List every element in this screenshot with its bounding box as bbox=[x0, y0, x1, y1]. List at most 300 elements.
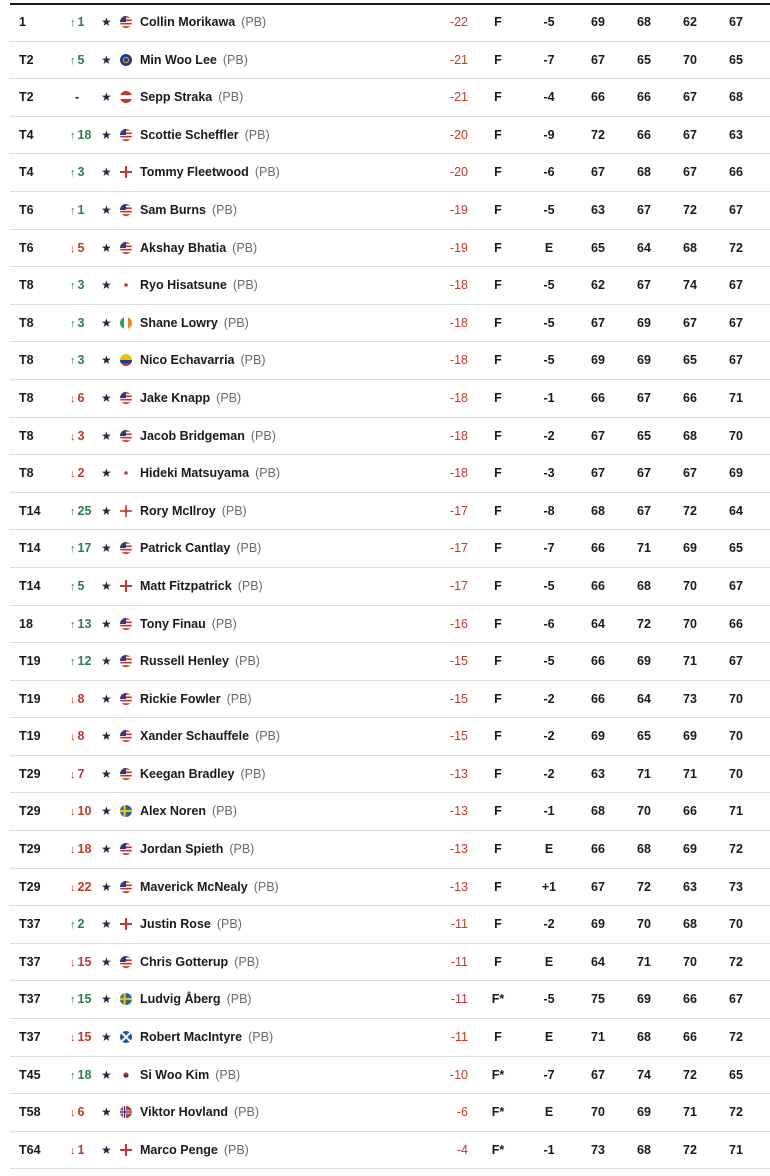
total-score: -4 bbox=[456, 1142, 468, 1157]
total-score: -22 bbox=[449, 15, 468, 29]
player-row[interactable] bbox=[10, 154, 770, 192]
position: T6 bbox=[19, 240, 34, 255]
position: T8 bbox=[19, 315, 34, 330]
player-row[interactable] bbox=[10, 380, 770, 418]
round-1-score: 73 bbox=[591, 1142, 605, 1157]
position: T2 bbox=[19, 52, 34, 67]
pb-tag: (PB) bbox=[223, 315, 249, 330]
player-name[interactable]: Nico Echavarria bbox=[140, 353, 235, 368]
round-4-score: 73 bbox=[729, 879, 743, 894]
position: T64 bbox=[19, 1142, 41, 1157]
thru-status: F bbox=[494, 428, 502, 443]
player-row[interactable] bbox=[10, 1132, 770, 1170]
thru-status: F bbox=[494, 541, 502, 556]
player-name[interactable]: Tommy Fleetwood bbox=[140, 165, 249, 180]
round-2-score: 70 bbox=[637, 804, 651, 819]
round-2-score: 68 bbox=[637, 1030, 651, 1045]
movement-value: 8 bbox=[77, 729, 85, 744]
arrow-down-icon: ↓ bbox=[70, 1107, 76, 1120]
total-score: -13 bbox=[449, 879, 468, 894]
flag-icon bbox=[120, 1069, 132, 1081]
star-icon[interactable]: ★ bbox=[101, 1067, 112, 1082]
today-score: -9 bbox=[543, 127, 555, 142]
player-row[interactable] bbox=[10, 455, 770, 493]
star-icon[interactable]: ★ bbox=[101, 466, 112, 481]
star-icon[interactable]: ★ bbox=[101, 390, 112, 405]
flag-icon bbox=[120, 505, 132, 517]
today-score: -5 bbox=[543, 315, 555, 330]
total-score: -10 bbox=[449, 1067, 468, 1082]
player-row[interactable] bbox=[10, 1019, 770, 1057]
flag-icon bbox=[120, 16, 132, 28]
player-row[interactable] bbox=[10, 1057, 770, 1095]
position: T14 bbox=[19, 578, 41, 593]
player-row[interactable] bbox=[10, 342, 770, 380]
round-3-score: 71 bbox=[683, 766, 697, 781]
round-2-score: 64 bbox=[637, 240, 651, 255]
flag-icon bbox=[120, 768, 132, 780]
arrow-up-icon: ↑ bbox=[70, 618, 76, 631]
arrow-down-icon: ↓ bbox=[70, 1032, 76, 1045]
player-row[interactable] bbox=[10, 906, 770, 944]
today-score: -7 bbox=[543, 1067, 555, 1082]
player-row[interactable] bbox=[10, 117, 770, 155]
player-row[interactable] bbox=[10, 192, 770, 230]
round-1-score: 67 bbox=[591, 315, 605, 330]
player-name[interactable]: Patrick Cantlay bbox=[140, 541, 231, 556]
movement-value: 3 bbox=[77, 353, 85, 368]
star-icon[interactable]: ★ bbox=[101, 541, 112, 556]
star-icon[interactable]: ★ bbox=[101, 202, 112, 217]
round-4-score: 66 bbox=[729, 165, 743, 180]
round-1-score: 66 bbox=[591, 654, 605, 669]
total-score: -17 bbox=[449, 578, 468, 593]
today-score: -5 bbox=[543, 992, 555, 1007]
pb-tag: (PB) bbox=[212, 202, 237, 217]
player-cell bbox=[140, 4, 266, 42]
position: T37 bbox=[19, 917, 41, 932]
flag-icon bbox=[120, 354, 132, 366]
flag-icon bbox=[120, 204, 132, 216]
player-name[interactable]: Alex Noren bbox=[140, 804, 206, 819]
round-2-score: 66 bbox=[637, 127, 651, 142]
round-1-score: 65 bbox=[591, 240, 605, 255]
player-name[interactable]: Hideki Matsuyama bbox=[140, 466, 250, 481]
movement-value: 6 bbox=[77, 390, 85, 405]
star-icon[interactable]: ★ bbox=[101, 90, 112, 105]
player-name[interactable]: Sepp Straka bbox=[140, 90, 213, 105]
arrow-up-icon: ↑ bbox=[70, 505, 76, 518]
today-score: -7 bbox=[543, 52, 555, 67]
arrow-down-icon: ↓ bbox=[70, 768, 76, 781]
movement-value: 18 bbox=[77, 1067, 92, 1082]
arrow-down-icon: ↓ bbox=[70, 468, 76, 481]
pb-tag: (PB) bbox=[223, 1142, 249, 1157]
position: T37 bbox=[19, 992, 41, 1007]
position: T6 bbox=[19, 202, 34, 217]
pb-tag: (PB) bbox=[216, 917, 242, 932]
thru-status: F bbox=[494, 15, 502, 29]
flag-icon bbox=[120, 655, 132, 667]
movement-value: 1 bbox=[77, 1142, 85, 1157]
position: T29 bbox=[19, 766, 41, 781]
round-2-score: 67 bbox=[637, 390, 651, 405]
movement-value: 18 bbox=[77, 127, 92, 142]
today-score: -5 bbox=[543, 654, 555, 669]
player-row[interactable] bbox=[10, 267, 770, 305]
today-score: +1 bbox=[541, 879, 557, 894]
player-cell bbox=[140, 342, 266, 380]
arrow-up-icon: ↑ bbox=[70, 204, 76, 217]
player-cell bbox=[140, 793, 237, 831]
movement-value: 8 bbox=[77, 691, 85, 706]
pb-tag: (PB) bbox=[232, 278, 258, 293]
pb-tag: (PB) bbox=[215, 1067, 241, 1082]
round-1-score: 67 bbox=[591, 466, 605, 481]
round-3-score: 67 bbox=[683, 90, 697, 105]
star-icon[interactable]: ★ bbox=[101, 766, 112, 781]
arrow-down-icon: ↓ bbox=[70, 242, 76, 255]
player-name[interactable]: Marco Penge bbox=[140, 1142, 218, 1157]
thru-status: F bbox=[494, 390, 502, 405]
round-4-score: 70 bbox=[729, 766, 743, 781]
player-name[interactable]: Keegan Bradley bbox=[140, 766, 235, 781]
star-icon[interactable]: ★ bbox=[101, 917, 112, 932]
thru-status: F bbox=[494, 240, 502, 255]
round-3-score: 70 bbox=[683, 52, 697, 67]
player-name[interactable]: Rory McIlroy bbox=[140, 503, 216, 518]
player-name[interactable]: Si Woo Kim bbox=[140, 1067, 210, 1082]
player-name[interactable]: Rickie Fowler bbox=[140, 691, 221, 706]
player-row[interactable] bbox=[10, 230, 770, 268]
player-cell bbox=[140, 831, 254, 869]
player-row[interactable] bbox=[10, 305, 770, 343]
star-icon[interactable]: ★ bbox=[101, 616, 112, 631]
round-4-score: 65 bbox=[729, 1067, 743, 1082]
total-score: -21 bbox=[449, 90, 468, 105]
player-row[interactable] bbox=[10, 681, 770, 719]
today-score: -1 bbox=[543, 804, 555, 819]
star-icon[interactable]: ★ bbox=[101, 729, 112, 744]
star-icon[interactable]: ★ bbox=[101, 503, 112, 518]
star-icon[interactable]: ★ bbox=[101, 842, 112, 857]
flag-icon bbox=[120, 580, 132, 592]
round-4-score: 70 bbox=[729, 917, 743, 932]
total-score: -19 bbox=[449, 240, 468, 255]
total-score: -20 bbox=[449, 127, 468, 142]
flag-icon bbox=[120, 956, 132, 968]
star-icon[interactable]: ★ bbox=[101, 428, 112, 443]
total-score: -18 bbox=[449, 428, 468, 443]
position: T37 bbox=[19, 954, 41, 969]
pb-tag: (PB) bbox=[222, 52, 248, 67]
player-cell bbox=[140, 1057, 240, 1095]
thru-status: F bbox=[494, 503, 502, 518]
star-icon[interactable]: ★ bbox=[101, 879, 112, 894]
player-name[interactable]: Ryo Hisatsune bbox=[140, 278, 227, 293]
today-score: -2 bbox=[543, 428, 555, 443]
today-score: -7 bbox=[543, 541, 555, 556]
pb-tag: (PB) bbox=[241, 15, 267, 29]
player-cell bbox=[140, 869, 279, 907]
pb-tag: (PB) bbox=[240, 766, 266, 781]
arrow-up-icon: ↑ bbox=[70, 543, 76, 556]
round-4-score: 67 bbox=[729, 278, 743, 293]
pb-tag: (PB) bbox=[232, 240, 258, 255]
round-3-score: 66 bbox=[683, 1030, 697, 1045]
player-row[interactable] bbox=[10, 1094, 770, 1132]
movement-value: 10 bbox=[77, 804, 92, 819]
player-name[interactable]: Ludvig Åberg bbox=[140, 992, 221, 1007]
today-score: -2 bbox=[543, 729, 555, 744]
player-row[interactable] bbox=[10, 606, 770, 644]
star-icon[interactable]: ★ bbox=[101, 1142, 112, 1157]
thru-status: F bbox=[494, 90, 502, 105]
position: 1 bbox=[19, 15, 26, 29]
round-4-score: 72 bbox=[729, 954, 743, 969]
round-2-score: 67 bbox=[637, 202, 651, 217]
round-3-score: 73 bbox=[683, 691, 697, 706]
player-row[interactable] bbox=[10, 718, 770, 756]
total-score: -11 bbox=[450, 1030, 468, 1045]
arrow-down-icon: ↓ bbox=[70, 430, 76, 443]
arrow-down-icon: ↓ bbox=[70, 956, 76, 969]
total-score: -11 bbox=[450, 992, 468, 1007]
round-3-score: 69 bbox=[683, 541, 697, 556]
player-cell bbox=[140, 154, 280, 192]
round-3-score: 67 bbox=[683, 315, 697, 330]
star-icon[interactable]: ★ bbox=[101, 52, 112, 67]
player-name[interactable]: Shane Lowry bbox=[140, 315, 218, 330]
movement-value: 17 bbox=[77, 541, 92, 556]
round-3-score: 62 bbox=[683, 15, 697, 29]
movement-value: 1 bbox=[77, 15, 85, 29]
today-score: E bbox=[544, 842, 554, 857]
star-icon[interactable]: ★ bbox=[101, 992, 112, 1007]
player-cell bbox=[140, 606, 237, 644]
player-cell bbox=[140, 568, 263, 606]
arrow-up-icon: ↑ bbox=[70, 994, 76, 1007]
today-score: -5 bbox=[543, 353, 555, 368]
player-name[interactable]: Collin Morikawa bbox=[140, 15, 236, 29]
flag-icon bbox=[120, 166, 132, 178]
round-2-score: 66 bbox=[637, 90, 651, 105]
pb-tag: (PB) bbox=[253, 879, 279, 894]
round-4-score: 67 bbox=[729, 353, 743, 368]
round-1-score: 63 bbox=[591, 766, 605, 781]
total-score: -15 bbox=[449, 729, 468, 744]
round-4-score: 67 bbox=[729, 202, 743, 217]
player-row[interactable] bbox=[10, 418, 770, 456]
position: T4 bbox=[19, 127, 34, 142]
round-2-score: 69 bbox=[637, 992, 651, 1007]
player-name[interactable]: Russell Henley bbox=[140, 654, 229, 669]
round-4-score: 70 bbox=[729, 428, 743, 443]
player-row[interactable] bbox=[10, 756, 770, 794]
round-2-score: 68 bbox=[637, 15, 651, 29]
player-name[interactable]: Viktor Hovland bbox=[140, 1105, 228, 1120]
player-cell bbox=[140, 530, 261, 568]
star-icon[interactable]: ★ bbox=[101, 15, 112, 29]
flag-icon bbox=[120, 805, 132, 817]
star-icon[interactable]: ★ bbox=[101, 1105, 112, 1120]
pb-tag: (PB) bbox=[248, 1030, 274, 1045]
player-name[interactable]: Min Woo Lee bbox=[140, 52, 217, 67]
player-name[interactable]: Robert MacIntyre bbox=[140, 1030, 243, 1045]
round-2-score: 68 bbox=[637, 165, 651, 180]
today-score: -2 bbox=[543, 766, 555, 781]
arrow-up-icon: ↑ bbox=[70, 167, 76, 180]
player-name[interactable]: Scottie Scheffler bbox=[140, 127, 239, 142]
total-score: -21 bbox=[449, 52, 468, 67]
position: T14 bbox=[19, 503, 41, 518]
star-icon[interactable]: ★ bbox=[101, 240, 112, 255]
round-4-score: 67 bbox=[729, 992, 743, 1007]
position: T14 bbox=[19, 541, 41, 556]
star-icon[interactable]: ★ bbox=[101, 165, 112, 180]
star-icon[interactable]: ★ bbox=[101, 127, 112, 142]
thru-status: F* bbox=[491, 1067, 505, 1082]
player-name[interactable]: Xander Schauffele bbox=[140, 729, 250, 744]
player-row[interactable] bbox=[10, 568, 770, 606]
round-2-score: 71 bbox=[637, 766, 651, 781]
pb-tag: (PB) bbox=[234, 954, 260, 969]
position: T8 bbox=[19, 353, 34, 368]
thru-status: F* bbox=[491, 1105, 505, 1120]
today-score: -6 bbox=[543, 616, 555, 631]
star-icon[interactable]: ★ bbox=[101, 804, 112, 819]
total-score: -18 bbox=[449, 390, 468, 405]
arrow-up-icon: ↑ bbox=[70, 17, 76, 29]
round-2-score: 72 bbox=[637, 879, 651, 894]
player-name[interactable]: Maverick McNealy bbox=[140, 879, 248, 894]
position: T2 bbox=[19, 90, 34, 105]
star-icon[interactable]: ★ bbox=[101, 691, 112, 706]
star-icon[interactable]: ★ bbox=[101, 278, 112, 293]
movement-value: 3 bbox=[77, 428, 85, 443]
round-2-score: 72 bbox=[637, 616, 651, 631]
total-score: -6 bbox=[456, 1105, 468, 1120]
thru-status: F bbox=[494, 804, 502, 819]
movement-value: 2 bbox=[77, 917, 85, 932]
player-cell bbox=[140, 418, 276, 456]
round-3-score: 70 bbox=[683, 954, 697, 969]
round-2-score: 68 bbox=[637, 578, 651, 593]
flag-icon bbox=[120, 91, 132, 103]
round-3-score: 67 bbox=[683, 466, 697, 481]
player-row[interactable] bbox=[10, 42, 770, 80]
player-cell bbox=[140, 1019, 273, 1057]
player-name[interactable]: Matt Fitzpatrick bbox=[140, 578, 232, 593]
flag-icon bbox=[120, 618, 132, 630]
round-2-score: 69 bbox=[637, 315, 651, 330]
thru-status: F bbox=[494, 466, 502, 481]
round-2-score: 67 bbox=[637, 278, 651, 293]
round-3-score: 69 bbox=[683, 729, 697, 744]
star-icon[interactable]: ★ bbox=[101, 1030, 112, 1045]
round-4-score: 67 bbox=[729, 15, 743, 29]
movement-value: 13 bbox=[77, 616, 92, 631]
player-row[interactable] bbox=[10, 493, 770, 531]
leaderboard-rows bbox=[10, 4, 770, 1169]
arrow-down-icon: ↓ bbox=[70, 731, 76, 744]
player-name[interactable]: Justin Rose bbox=[140, 917, 211, 932]
player-row[interactable] bbox=[10, 831, 770, 869]
flag-icon bbox=[120, 317, 132, 329]
player-cell bbox=[140, 681, 252, 719]
today-score: -2 bbox=[543, 917, 555, 932]
flag-icon bbox=[120, 430, 132, 442]
star-icon[interactable]: ★ bbox=[101, 654, 112, 669]
position: T19 bbox=[19, 654, 41, 669]
pb-tag: (PB) bbox=[255, 466, 281, 481]
round-4-score: 67 bbox=[729, 654, 743, 669]
arrow-down-icon: ↓ bbox=[70, 806, 76, 819]
player-name[interactable]: Jake Knapp bbox=[140, 390, 211, 405]
round-2-score: 69 bbox=[637, 353, 651, 368]
pb-tag: (PB) bbox=[233, 1105, 259, 1120]
round-4-score: 70 bbox=[729, 691, 743, 706]
star-icon[interactable]: ★ bbox=[101, 315, 112, 330]
player-name[interactable]: Akshay Bhatia bbox=[140, 240, 227, 255]
player-cell bbox=[140, 79, 243, 117]
movement-value: 5 bbox=[77, 240, 85, 255]
round-1-score: 68 bbox=[591, 503, 605, 518]
star-icon[interactable]: ★ bbox=[101, 578, 112, 593]
round-2-score: 70 bbox=[637, 917, 651, 932]
player-row[interactable] bbox=[10, 643, 770, 681]
player-name[interactable]: Jordan Spieth bbox=[140, 842, 224, 857]
arrow-down-icon: ↓ bbox=[70, 844, 76, 857]
player-name[interactable]: Sam Burns bbox=[140, 202, 206, 217]
player-row[interactable] bbox=[10, 530, 770, 568]
player-row[interactable] bbox=[10, 869, 770, 907]
arrow-down-icon: ↓ bbox=[70, 693, 76, 706]
arrow-up-icon: ↑ bbox=[70, 129, 76, 142]
round-2-score: 69 bbox=[637, 654, 651, 669]
player-row[interactable] bbox=[10, 793, 770, 831]
player-row[interactable] bbox=[10, 79, 770, 117]
player-name[interactable]: Chris Gotterup bbox=[140, 954, 229, 969]
player-row[interactable] bbox=[10, 944, 770, 982]
round-2-score: 68 bbox=[637, 842, 651, 857]
player-row[interactable] bbox=[10, 4, 770, 42]
arrow-down-icon: ↓ bbox=[70, 881, 76, 894]
round-3-score: 67 bbox=[683, 165, 697, 180]
round-4-score: 68 bbox=[729, 90, 743, 105]
round-1-score: 72 bbox=[591, 127, 605, 142]
position: T8 bbox=[19, 466, 34, 481]
star-icon[interactable]: ★ bbox=[101, 353, 112, 368]
round-1-score: 67 bbox=[591, 879, 605, 894]
round-4-score: 71 bbox=[729, 804, 743, 819]
flag-icon bbox=[120, 881, 132, 893]
movement-value: 6 bbox=[77, 1105, 85, 1120]
thru-status: F bbox=[494, 127, 502, 142]
player-name[interactable]: Tony Finau bbox=[140, 616, 206, 631]
player-row[interactable] bbox=[10, 981, 770, 1019]
star-icon[interactable]: ★ bbox=[101, 954, 112, 969]
round-2-score: 67 bbox=[637, 466, 651, 481]
flag-icon bbox=[120, 542, 132, 554]
flag-icon bbox=[120, 279, 132, 291]
total-score: -18 bbox=[449, 278, 468, 293]
round-1-score: 66 bbox=[591, 691, 605, 706]
round-3-score: 63 bbox=[683, 879, 697, 894]
player-name[interactable]: Jacob Bridgeman bbox=[140, 428, 245, 443]
round-1-score: 67 bbox=[591, 1067, 605, 1082]
round-3-score: 71 bbox=[683, 1105, 697, 1120]
